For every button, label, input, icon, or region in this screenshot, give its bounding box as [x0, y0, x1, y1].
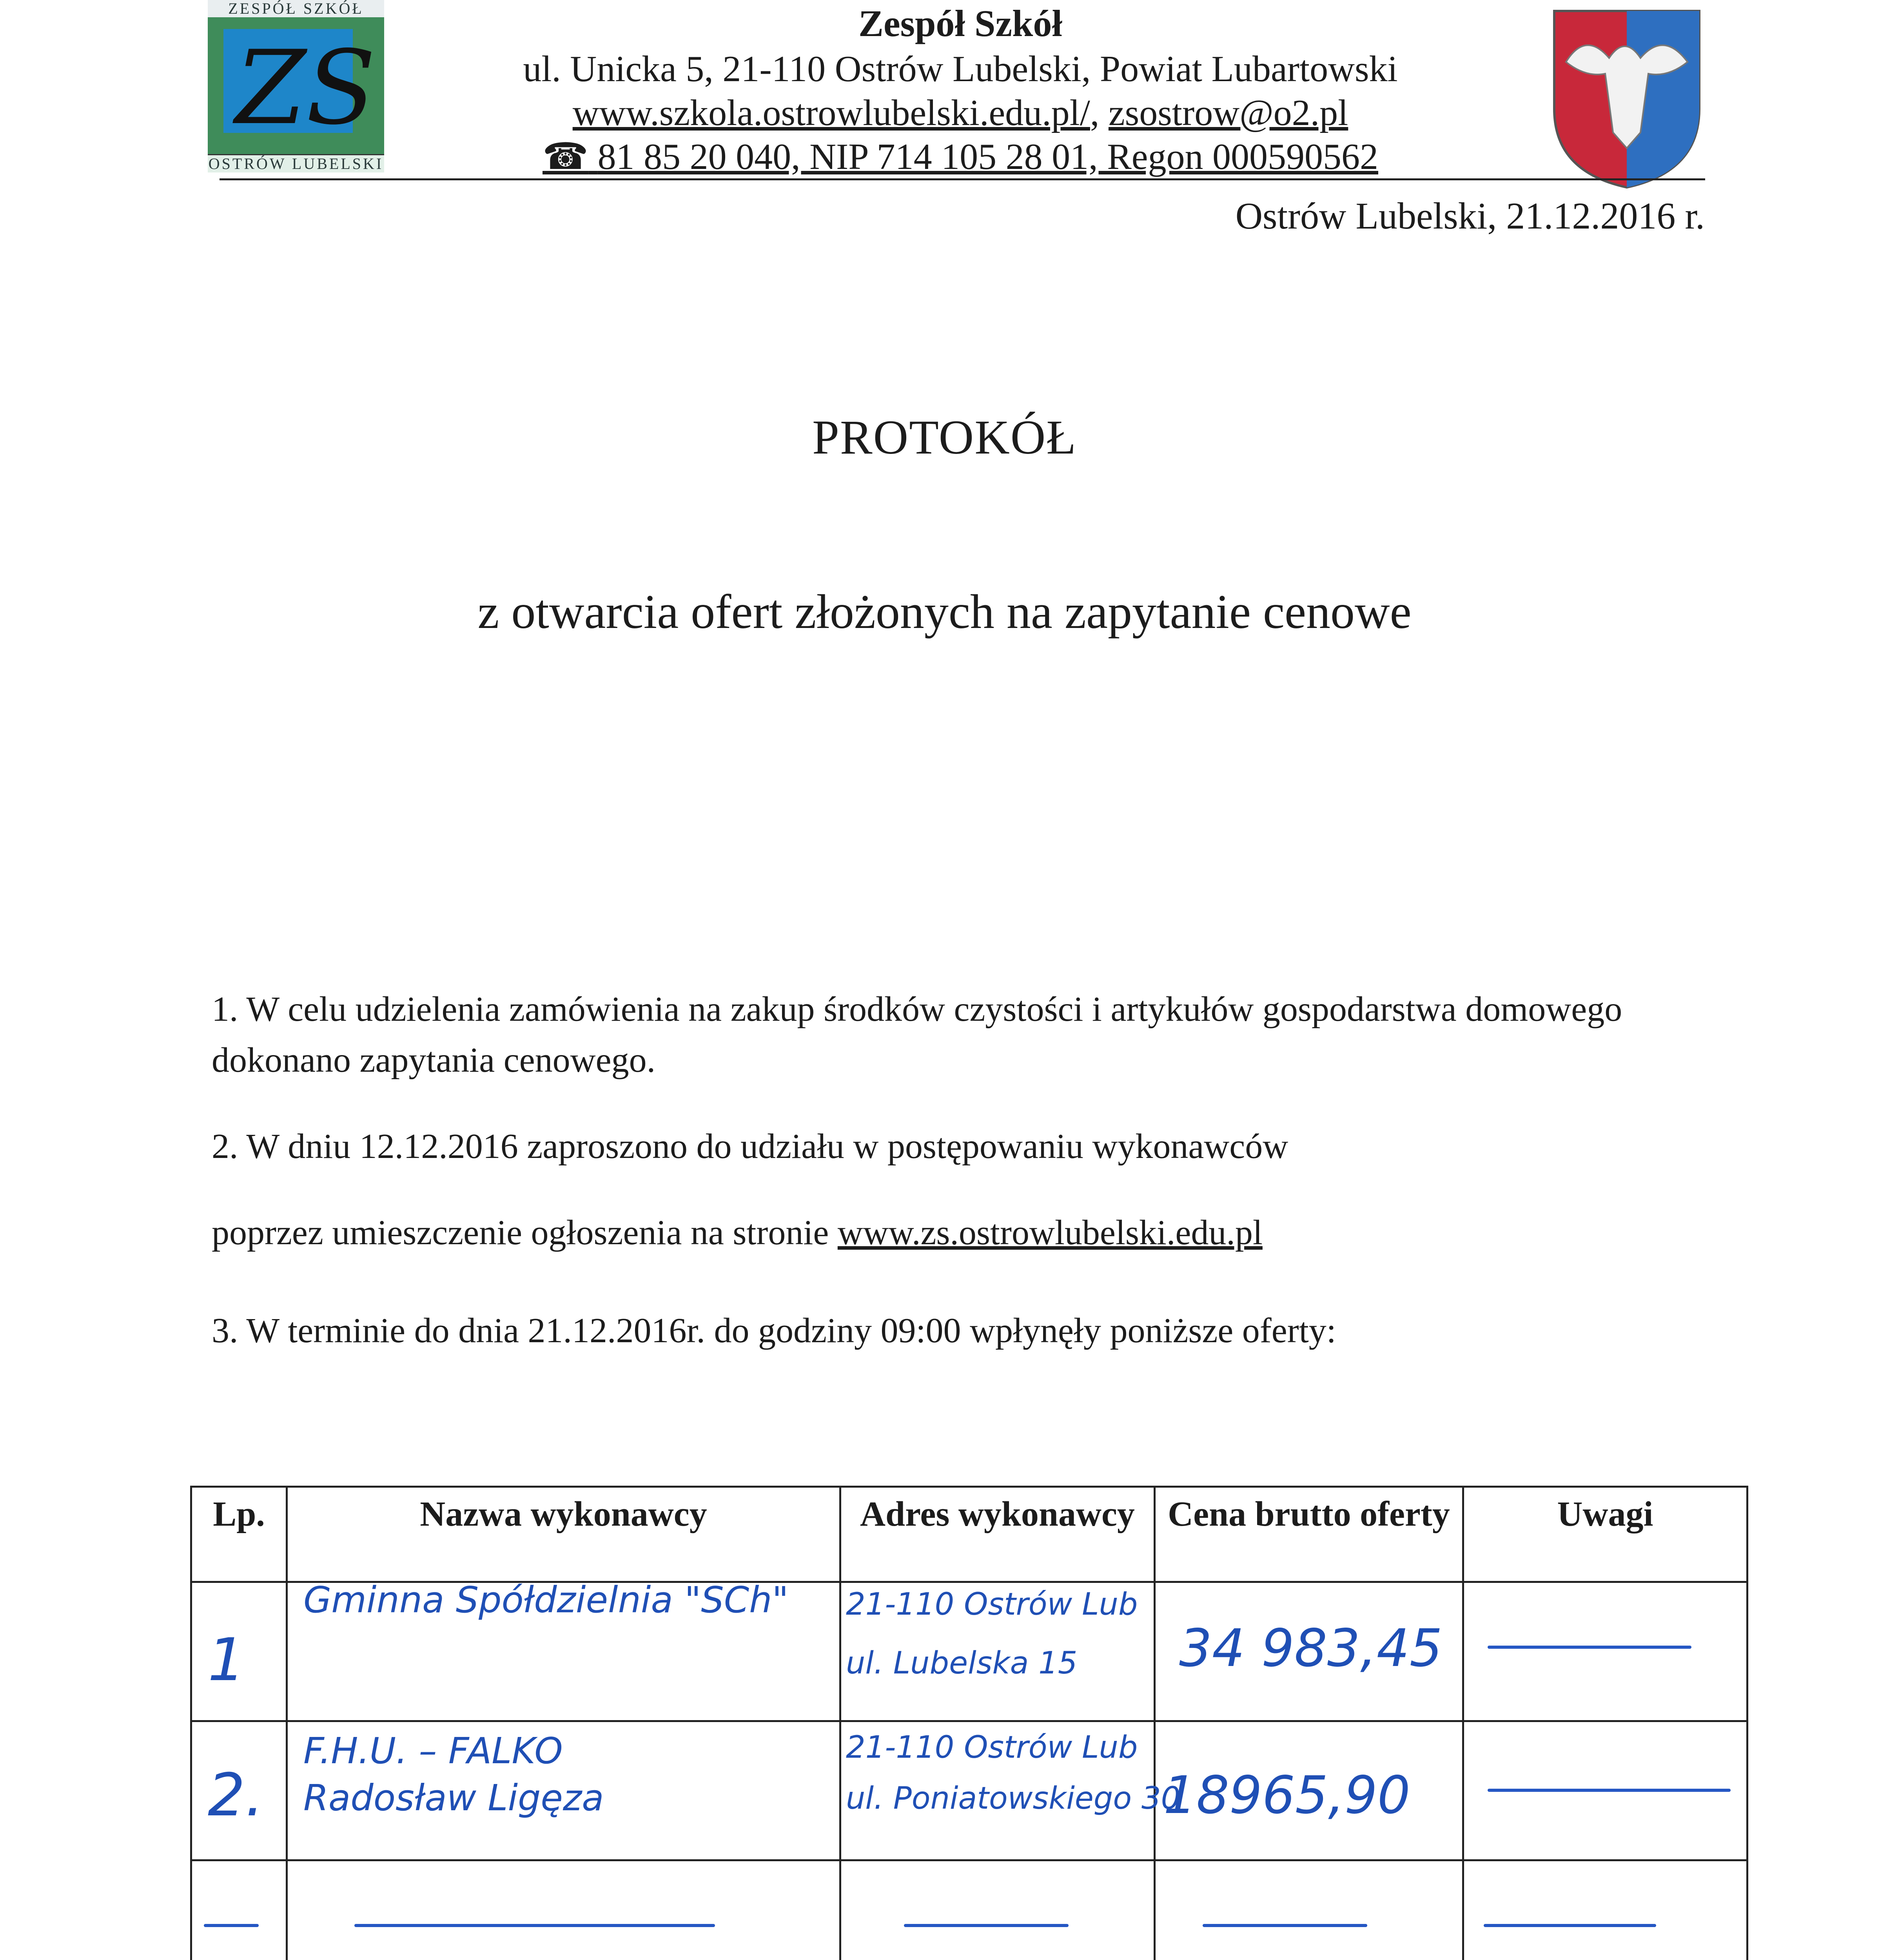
table-row — [191, 1582, 1747, 1721]
paragraph-1: 1. W celu udzielenia zamówienia na zakup środków czystości i artykułów gospodarstwa domowego dokonano zapytania cenowego. — [212, 990, 1622, 1080]
col-header-notes: Uwagi — [1463, 1487, 1747, 1582]
row-1-lp: 1 — [208, 1626, 245, 1694]
announcement-link[interactable]: www.zs.ostrowlubelski.edu.pl — [837, 1213, 1263, 1252]
cell-lp — [191, 1582, 287, 1721]
table-header-row — [191, 1487, 1747, 1582]
cell-price — [1155, 1721, 1463, 1860]
row-2-address-line-2: ul. Poniatowskiego 30 — [846, 1781, 1181, 1816]
document-subtitle: z otwarcia ofert złożonych na zapytanie cenowe — [477, 585, 1412, 639]
cell-address — [840, 1721, 1181, 1860]
col-header-price: Cena brutto oferty — [1155, 1487, 1463, 1582]
row-1-note-dash — [1488, 1646, 1691, 1649]
logo-emblem — [208, 17, 384, 155]
row-1-address-line-1: 21-110 Ostrów Lub — [846, 1587, 1138, 1622]
table-row — [191, 1721, 1747, 1860]
letterhead — [431, 0, 1490, 179]
row-2-name-line-2: Radosław Ligęza — [303, 1777, 604, 1819]
header-divider — [220, 178, 1705, 180]
cell-name — [287, 1579, 840, 1721]
row-1-address-line-2: ul. Lubelska 15 — [846, 1646, 1078, 1681]
svg-text:ZS: ZS — [235, 29, 376, 147]
table-row — [191, 1860, 1747, 1960]
cell-price — [1155, 1582, 1463, 1721]
cell-notes — [1463, 1582, 1747, 1721]
document-title: PROTOKÓŁ — [812, 410, 1077, 464]
row-2-address-line-1: 21-110 Ostrów Lub — [846, 1730, 1138, 1765]
school-address: ul. Unicka 5, 21-110 Ostrów Lubelski, Powiat Lubartowski — [523, 49, 1398, 89]
cell-lp — [191, 1721, 287, 1860]
phone-icon: ☎ — [543, 136, 589, 177]
row-1-price: 34 983,45 — [1179, 1618, 1443, 1679]
coat-of-arms-icon — [1550, 7, 1703, 191]
website-link[interactable]: www.szkola.ostrowlubelski.edu.pl/ — [572, 93, 1090, 133]
paragraph-2-continued — [212, 1207, 1701, 1258]
col-header-lp: Lp. — [191, 1487, 287, 1582]
school-logo — [208, 0, 384, 172]
col-header-address: Adres wykonawcy — [840, 1487, 1155, 1582]
cell-notes — [1463, 1721, 1747, 1860]
paragraph-2-prefix: poprzez umieszczenie ogłoszenia na stronie — [212, 1213, 838, 1252]
cell-name — [287, 1860, 840, 1960]
logo-top-text: ZESPÓŁ SZKÓŁ — [208, 0, 384, 17]
cell-lp — [191, 1860, 287, 1960]
cell-address — [840, 1582, 1155, 1721]
paragraph-3: 3. W terminie do dnia 21.12.2016r. do godziny 09:00 wpłynęły poniższe oferty: — [212, 1311, 1336, 1350]
row-2-note-dash — [1488, 1789, 1731, 1792]
offers-table — [190, 1486, 1746, 1960]
cell-address — [840, 1860, 1155, 1960]
cell-price — [1155, 1860, 1463, 1960]
document-date: Ostrów Lubelski, 21.12.2016 r. — [1235, 195, 1705, 237]
email-link[interactable]: zsostrow@o2.pl — [1108, 93, 1348, 133]
row-2-price: 18965,90 — [1163, 1765, 1410, 1826]
school-web-email: www.szkola.ostrowlubelski.edu.pl/, zsostrow@o2.pl — [572, 93, 1348, 133]
row-2-name: F.H.U. – FALKO — [303, 1730, 563, 1772]
cell-name — [287, 1721, 840, 1860]
school-contact — [431, 135, 1490, 179]
logo-bottom-text: OSTRÓW LUBELSKI — [208, 155, 384, 172]
row-1-name: Gminna Spółdzielnia "SCh" — [303, 1579, 789, 1621]
paragraph-2: 2. W dniu 12.12.2016 zaproszono do udziału w postępowaniu wykonawców — [212, 1127, 1288, 1166]
school-name: Zespół Szkół — [858, 2, 1063, 44]
row-2-lp: 2. — [208, 1761, 264, 1829]
contact-numbers: 81 85 20 040, NIP 714 105 28 01, Regon 000590562 — [597, 136, 1378, 177]
cell-notes — [1463, 1860, 1747, 1960]
col-header-name: Nazwa wykonawcy — [287, 1487, 840, 1582]
